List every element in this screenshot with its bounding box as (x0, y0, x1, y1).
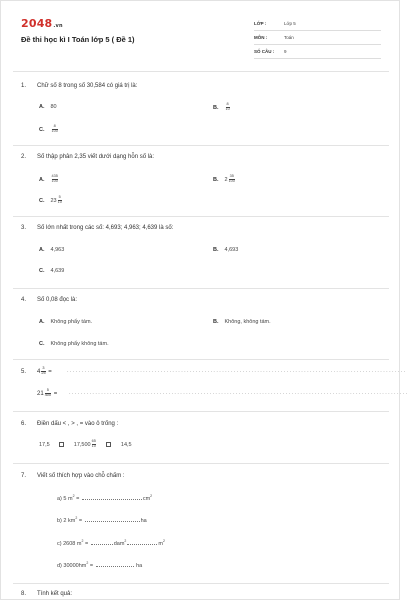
answer-blank[interactable]: .................................................................................................................... (67, 368, 407, 374)
q4-option-a[interactable]: A. Không phẩy tám. (39, 319, 93, 325)
q2-option-a[interactable]: A. $\frac{435}{100}$ (39, 174, 58, 183)
q3-option-a[interactable]: A. 4,963 (39, 247, 65, 253)
question-1: 1. Chữ số 8 trong số 30,584 có giá trị là: (21, 83, 138, 89)
divider (13, 583, 389, 584)
q3-option-c[interactable]: C. 4,639 (39, 268, 65, 274)
answer-blank[interactable] (127, 544, 157, 545)
q2-option-b[interactable]: B. 2 $\frac{35}{100}$ (213, 174, 235, 183)
site-logo: 2048.vn (21, 17, 63, 30)
q4-option-b[interactable]: B. Không, không tám. (213, 319, 271, 325)
answer-blank[interactable]: .................................................................................................................... (69, 390, 409, 396)
q6-compare-row: 17,5 17,500 $\frac{65}{10}$ 14,5 (39, 439, 132, 448)
question-2: 2. Số thập phân 2,35 viết dưới dạng hỗn số là: (21, 154, 155, 160)
question-8: 8. Tính kết quả: (21, 591, 73, 597)
divider (13, 463, 389, 464)
meta-info (254, 17, 381, 59)
divider (13, 71, 389, 72)
page-title: Đề thi học kì I Toán lớp 5 ( Đề 1) (21, 35, 135, 44)
q4-option-c[interactable]: C. Không phẩy không tám. (39, 341, 109, 347)
answer-blank[interactable] (91, 544, 113, 545)
q7-item-b: b) 2 $km^2$ = ha (57, 516, 147, 524)
q1-option-b[interactable]: B. $\frac{8}{10}$ (213, 102, 230, 111)
q7-item-c: c) 2608 $m^2 = dam^2$ $m^2$ (57, 539, 165, 547)
divider (13, 359, 389, 360)
answer-blank[interactable] (82, 499, 142, 500)
answer-blank[interactable] (96, 566, 134, 567)
meta-row-count: SỐ CÂU : 9 (254, 45, 381, 59)
question-3: 3. Số lớn nhất trong các số: 4,693; 4,963; 4,639 là số: (21, 225, 174, 231)
question-6: 6. Điền dấu < , > , = vào ô trống : (21, 421, 119, 427)
compare-box[interactable] (106, 442, 111, 447)
q2-option-c[interactable]: C. 23 $\frac{5}{10}$ (39, 195, 62, 204)
question-5-line-2: 21 $\frac{5}{400}$ = (37, 388, 58, 397)
divider (13, 145, 389, 146)
answer-blank[interactable] (85, 521, 140, 522)
divider (13, 411, 389, 412)
q1-option-c[interactable]: C. $\frac{8}{100}$ (39, 124, 58, 133)
q1-option-a[interactable]: A. 80 (39, 104, 57, 110)
divider (13, 288, 389, 289)
question-4: 4. Số 0,08 đọc là: (21, 297, 78, 303)
meta-row-subject: MÔN : Toán (254, 31, 381, 45)
q3-option-b[interactable]: B. 4,693 (213, 247, 239, 253)
question-5: 5. 4 $\frac{3}{25}$ = (21, 366, 52, 375)
meta-row-class: LỚP : Lớp 5 (254, 17, 381, 31)
question-7: 7. Viết số thích hợp vào chỗ chấm : (21, 473, 125, 479)
divider (13, 216, 389, 217)
compare-box[interactable] (59, 442, 64, 447)
q7-item-d: d) $30000hm^2$ = ha (57, 561, 143, 569)
q7-item-a: a) 5 $m^2 = cm^2$ (57, 494, 153, 502)
